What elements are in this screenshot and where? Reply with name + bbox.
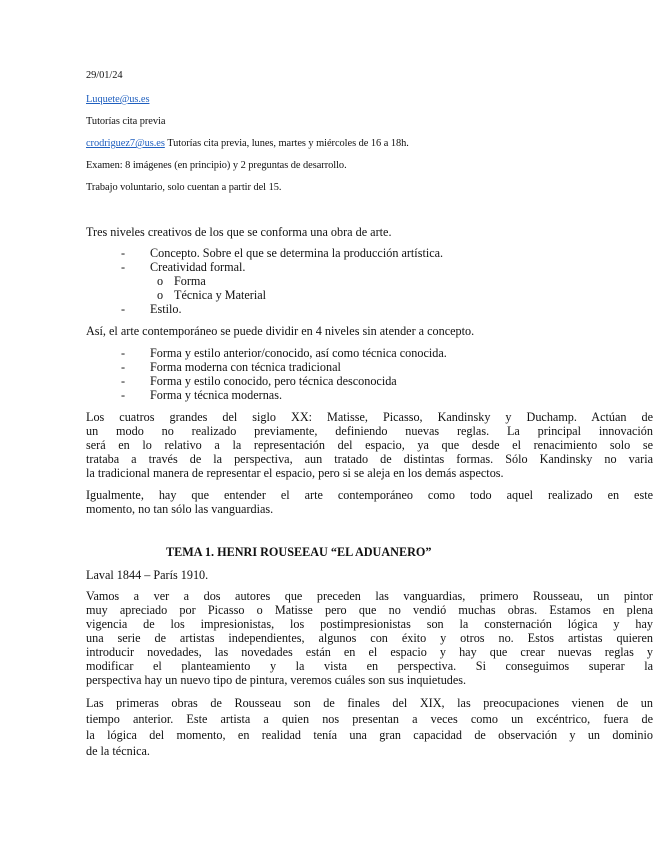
paragraph-line: perspectiva hay un nuevo tipo de pintura, veremos cuáles son sus inquietudes. [86,673,467,687]
tutorias-line: Tutorías cita previa [86,116,166,127]
list-item: Forma y estilo conocido, pero técnica desconocida [150,374,397,388]
niveles-title: Tres niveles creativos de los que se conforma una obra de arte. [86,225,392,239]
paragraph-line: una serie de artistas independientes, algunos con éxito y otros no. Estos artistas quieren [86,631,653,645]
list-bullet: - [121,374,126,388]
paragraph-line: Igualmente, hay que entender el arte contemporáneo como todo aquel realizado en este [86,488,653,502]
trabajo-line: Trabajo voluntario, solo cuentan a partir del 15. [86,182,282,193]
list-item: Forma y técnica modernas. [150,388,282,402]
paragraph-line: momento, no tan sólo las vanguardias. [86,502,274,516]
list-item: Estilo. [150,302,182,316]
sublist-item: Forma [174,274,206,288]
list-item: Forma y estilo anterior/conocido, así como técnica conocida. [150,346,447,360]
tutorias-detail-text: Tutorías cita previa, lunes, martes y miércoles de 16 a 18h. [164,138,409,149]
paragraph-line: la lógica del momento, en realidad tenía una gran capacidad de observación y un dominio [86,728,653,742]
paragraph-line: vigencia de los impresionistas, los postimpresionistas son la consternación lógica y hay [86,617,653,631]
tutorias-detail-line [86,138,409,149]
paragraph-line: Las primeras obras de Rousseau son de finales del XIX, las preocupaciones vienen de un [86,696,653,710]
list-item: Concepto. Sobre el que se determina la producción artística. [150,246,444,260]
paragraph-line: muy apreciado por Picasso o Matisse pero que no vendió muchas obras. Estamos en plena [86,603,653,617]
paragraph-line: tiempo anterior. Este artista a quien nos presentan a veces como un excéntrico, fuera de [86,712,653,726]
paragraph-line: Los cuatros grandes del siglo XX: Matisse, Picasso, Kandinsky y Duchamp. Actúan de [86,410,653,424]
list-bullet: - [121,246,126,260]
paragraph-line: la tradicional manera de representar el espacio, pero si se aleja en los demás aspectos. [86,466,504,480]
date: 29/01/24 [86,70,123,81]
paragraph-line: introducir novedades, las novedades están en el espacio y hay que crear nuevas reglas y [86,645,653,659]
list-item: Creatividad formal. [150,260,246,274]
examen-line: Examen: 8 imágenes (en principio) y 2 preguntas de desarrollo. [86,160,347,171]
list-bullet: - [121,260,126,274]
email-link-luquete[interactable]: Luquete@us.es [86,94,150,105]
list-bullet: - [121,302,126,316]
list-item: Forma moderna con técnica tradicional [150,360,341,374]
paragraph-line: un modo no realizado previamente, definiendo nuevas reglas. La principal innovación [86,424,653,438]
contemporaneo-title: Así, el arte contemporáneo se puede dividir en 4 niveles sin atender a concepto. [86,324,475,338]
sublist-bullet: o [157,288,164,302]
paragraph-line: será en lo relativo a la representación del espacio, ya que desde el renacimiento solo se [86,438,653,452]
paragraph-line: Vamos a ver a dos autores que preceden las vanguardias, primero Rousseau, un pintor [86,589,653,603]
sublist-item: Técnica y Material [174,288,267,302]
paragraph-line: trataba a través de la perspectiva, aun tratado de distintas formas. Sólo Kandinsky no varia [86,452,653,466]
paragraph-line: de la técnica. [86,744,150,758]
email-link-crodriguez[interactable]: crodriguez7@us.es [86,138,165,149]
list-bullet: - [121,388,126,402]
list-bullet: - [121,360,126,374]
section-subtitle: Laval 1844 – París 1910. [86,568,209,582]
paragraph-line: modificar el planteamiento y la vista en perspectiva. Si conseguimos superar la [86,659,653,673]
section-title: TEMA 1. HENRI ROUSEEAU “EL ADUANERO” [166,545,432,559]
list-bullet: - [121,346,126,360]
sublist-bullet: o [157,274,164,288]
